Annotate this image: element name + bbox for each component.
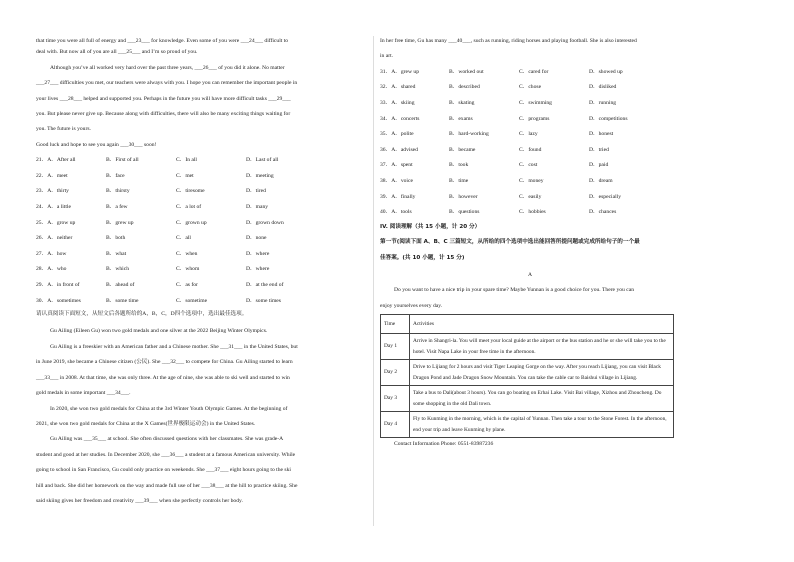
- option-row: [380, 190, 680, 206]
- table-cell-activities: Take a bus to Dali(about 3 hours). You can go boating on Erhai Lake. Visit Bai village, Xizhou and Zhoucheng. Do some shopping in the old Dali town.: [410, 386, 674, 412]
- passage-line: Although you’ve all worked very hard over the past three years, ___26___ of you did it alone. No matter: [50, 64, 285, 71]
- option-a[interactable]: 35．A．polite: [380, 131, 414, 138]
- section-instruction: 请认真阅读下面短文，从短文后各题所给的A，B，C，D四个选项中，选出最佳选项。: [36, 311, 248, 318]
- option-row: [36, 278, 368, 294]
- passage-line: Gu Ailing was ___35___ at school. She often discussed questions with her classmates. She was grade-A: [50, 436, 284, 443]
- option-c[interactable]: C．chose: [519, 84, 542, 91]
- passage-line: 2021, she won two gold medals for China at the X Games(世界极限运动会) in the United States.: [36, 421, 256, 428]
- option-b[interactable]: B．ahead of: [106, 282, 135, 288]
- option-a[interactable]: 29．A．in front of: [36, 282, 80, 288]
- option-d[interactable]: D．paid: [589, 162, 609, 169]
- table-cell-day: Day 1: [381, 334, 410, 360]
- option-row: [380, 65, 680, 81]
- option-d[interactable]: D．many: [246, 204, 269, 211]
- table-cell-day: Day 3: [381, 386, 410, 412]
- option-b[interactable]: B．time: [449, 177, 469, 184]
- option-row: [380, 112, 680, 128]
- closing-line: Good luck and hope to see you again ___30___ soon!: [36, 141, 157, 148]
- option-a[interactable]: 30．A．sometimes: [36, 297, 81, 304]
- option-b[interactable]: B．thirsty: [106, 188, 130, 195]
- section-description: 第一节(阅读下面 A、B、C 三篇短文，从所给的四个选项中选出能回答所提问题或完成所给句子的一个最: [380, 239, 640, 246]
- table-header-row: [381, 315, 674, 334]
- passage-line: you. The future is yours.: [36, 126, 91, 133]
- option-d[interactable]: D．none: [246, 235, 267, 242]
- option-c[interactable]: C．as for: [176, 282, 198, 288]
- option-a[interactable]: 39．A．finally: [380, 193, 416, 200]
- option-row: [36, 247, 368, 263]
- option-a[interactable]: 31．A．grew up: [380, 68, 419, 75]
- option-b[interactable]: B．which: [106, 266, 129, 273]
- table-row: [381, 386, 674, 412]
- options-list-21-30: [36, 153, 368, 309]
- option-b[interactable]: B．some time: [106, 297, 139, 304]
- option-b[interactable]: B．described: [449, 84, 480, 91]
- option-b[interactable]: B．questions: [449, 209, 480, 216]
- option-b[interactable]: B．First of all: [106, 157, 139, 164]
- table-row: [381, 360, 674, 386]
- option-c[interactable]: C．cost: [519, 162, 538, 169]
- option-row: [380, 174, 680, 190]
- option-c[interactable]: C．all: [176, 235, 191, 242]
- table-header-activities: Activities: [410, 315, 674, 334]
- option-c[interactable]: C．when: [176, 250, 198, 257]
- table-cell-day: Day 4: [381, 412, 410, 438]
- trip-schedule-table: [380, 314, 674, 438]
- option-a[interactable]: 32．A．shared: [380, 84, 416, 91]
- option-b[interactable]: B．however: [449, 193, 478, 200]
- passage-line: said skiing gives her freedom and creativity ___39___ when she perfectly controls her body.: [36, 498, 243, 505]
- contact-information: Contact Information Phone: 0551-83987236: [394, 441, 494, 448]
- option-c[interactable]: C．sometime: [176, 297, 208, 304]
- passage-line: in June 2019, she became a Chinese citizen (公民). She ___32___ to compete for China. Gu Ailing started to learn: [36, 359, 293, 366]
- passage-line: student and good at her studies. In December 2020, she ___36___ a student at a famous American university. While: [36, 451, 296, 458]
- option-c[interactable]: C．found: [519, 146, 542, 153]
- option-d[interactable]: D．especially: [589, 193, 621, 200]
- option-c[interactable]: C．cared for: [519, 68, 549, 75]
- passage-line: Gu Ailing is a freeskier with an American father and a Chinese mother. She ___31___ in the United States, but: [50, 344, 298, 350]
- option-b[interactable]: B．worked out: [449, 68, 484, 75]
- passage-line: hill and back. She did her homework on the way and made full use of her ___38___ at the hill to practice skiing. She: [36, 482, 298, 489]
- option-d[interactable]: D．running: [589, 100, 617, 106]
- option-a[interactable]: 27．A．how: [36, 250, 67, 257]
- passage-line: ___27___ difficulties you met, our teachers were always with you. I hope you can remember the important people in: [36, 80, 298, 87]
- option-d[interactable]: D．where: [246, 250, 270, 257]
- option-b[interactable]: B．exams: [449, 115, 473, 122]
- option-row: [380, 205, 680, 221]
- option-a[interactable]: 22．A．meet: [36, 172, 68, 179]
- option-a[interactable]: 40．A．tools: [380, 209, 412, 216]
- option-b[interactable]: B．grew up: [106, 219, 134, 226]
- option-row: [36, 200, 368, 216]
- passage-line: going to school in San Francisco, Gu could only practice on weekends. She ___37___ eight hours going to the ski: [36, 467, 291, 474]
- option-b[interactable]: B．face: [106, 172, 125, 179]
- option-row: [380, 80, 680, 96]
- table-header-time: Time: [381, 315, 410, 334]
- option-d[interactable]: D．disliked: [589, 84, 617, 91]
- passage-line: Gu Ailing (Eileen Gu) won two gold medals and one silver at the 2022 Beijing Winter Olympics.: [50, 327, 268, 334]
- passage-line: enjoy yourselves every day.: [380, 302, 443, 309]
- option-row: [380, 158, 680, 174]
- option-b[interactable]: B．hard-working: [449, 131, 489, 138]
- option-a[interactable]: 24．A．a little: [36, 204, 71, 211]
- option-c[interactable]: C．In all: [176, 157, 197, 164]
- passage-line: deal with. But now all of you are all ___25___ and I’m so proud of you.: [36, 49, 198, 56]
- option-row: [380, 96, 680, 112]
- option-a[interactable]: 25．A．grow up: [36, 219, 76, 226]
- option-a[interactable]: 23．A．thirty: [36, 188, 69, 195]
- option-d[interactable]: D．competitions: [589, 115, 628, 122]
- option-a[interactable]: 37．A．spent: [380, 162, 413, 169]
- option-a[interactable]: 38．A．voice: [380, 177, 413, 184]
- passage-letter: A: [527, 271, 533, 278]
- option-a[interactable]: 33．A．skiing: [380, 100, 415, 106]
- option-c[interactable]: C．programs: [519, 115, 550, 122]
- table-cell-day: Day 2: [381, 360, 410, 386]
- options-list-31-40: [380, 65, 680, 221]
- option-row: [36, 294, 368, 310]
- section-title: IV. 阅读理解（共 15 小题，计 20 分）: [380, 223, 481, 230]
- option-a[interactable]: 26．A．neither: [36, 235, 73, 242]
- option-row: [36, 184, 368, 200]
- passage-line: you. But please never give up. Because along with difficulties, there will also be many exciting things waiting for: [36, 111, 291, 118]
- right-column: [380, 36, 680, 451]
- option-b[interactable]: B．both: [106, 235, 126, 242]
- table-row: [381, 412, 674, 438]
- option-c[interactable]: C．hobbies: [519, 209, 546, 216]
- option-c[interactable]: C．met: [176, 172, 194, 179]
- table-cell-activities: Drive to Lijiang for 2 hours and visit Tiger Leaping Gorge on the way. After you reach Lijiang, you can visit Black Dragon Pond and Jade Dragon Snow Mountain. You can take the cable car to Baishui village in Lijiang.: [410, 360, 674, 386]
- table-cell-activities: Fly to Kunming in the morning, which is the capital of Yunnan. Then take a tour to the Stone Forest. In the afternoon, end your trip and leave Kunming by plane.: [410, 412, 674, 438]
- passage-line: your lives ___28___ helped and supported you. Perhaps in the future you will have more difficult tasks ___29___: [36, 95, 291, 102]
- passage-line: ___33___ in 2008. At that time, she was only three. At the age of nine, she was able to ski well and started to win: [36, 374, 290, 381]
- option-d[interactable]: D．chances: [589, 209, 617, 216]
- option-b[interactable]: B．what: [106, 250, 127, 257]
- option-d[interactable]: D．showed up: [589, 68, 623, 75]
- option-d[interactable]: D．where: [246, 266, 270, 273]
- option-d[interactable]: D．grown down: [246, 219, 284, 226]
- table-row: [381, 334, 674, 360]
- option-c[interactable]: C．whom: [176, 266, 200, 273]
- passage-line: In her free time, Gu has many ___40___, such as running, riding horses and playing football. She is also interested: [380, 38, 637, 44]
- option-row: [36, 169, 368, 185]
- option-c[interactable]: C．money: [519, 177, 544, 184]
- option-d[interactable]: D．tired: [246, 188, 266, 195]
- option-a[interactable]: 36．A．advised: [380, 146, 418, 153]
- option-d[interactable]: D．Last of all: [246, 157, 279, 164]
- option-a[interactable]: 28．A．who: [36, 266, 67, 273]
- table-cell-activities: Arrive in Shangri-la. You will meet your local guide at the airport or the bus station and he or she will take you to the hotel. Visit Napa Lake in your free time in the afternoon.: [410, 334, 674, 360]
- column-divider: [373, 36, 374, 526]
- option-d[interactable]: D．at the end of: [246, 282, 284, 288]
- option-d[interactable]: D．some times: [246, 297, 281, 304]
- passage-line: gold medals in some important ___34___.: [36, 390, 131, 397]
- passage-line: Do you want to have a nice trip in your spare time? Maybe Yunnan is a good choice for you. There you can: [394, 287, 634, 294]
- option-d[interactable]: D．meeting: [246, 172, 274, 179]
- option-b[interactable]: B．skating: [449, 100, 475, 106]
- option-c[interactable]: C．swimming: [519, 100, 552, 106]
- option-row: [36, 231, 368, 247]
- option-row: [36, 153, 368, 169]
- option-c[interactable]: C．easily: [519, 193, 542, 200]
- option-a[interactable]: 21．A．After all: [36, 157, 76, 164]
- option-row: [380, 143, 680, 159]
- passage-line: that time you were all full of energy and ___23___ for knowledge. Even some of you were ___24___ difficult to: [36, 38, 289, 44]
- option-b[interactable]: B．became: [449, 146, 476, 153]
- option-d[interactable]: D．dream: [589, 177, 613, 184]
- option-b[interactable]: B．took: [449, 162, 469, 169]
- passage-line: in art.: [380, 53, 394, 60]
- left-column: [36, 36, 368, 507]
- option-c[interactable]: C．lazy: [519, 131, 538, 138]
- option-c[interactable]: C．grown up: [176, 219, 207, 226]
- option-b[interactable]: B．a few: [106, 204, 128, 211]
- option-d[interactable]: D．tried: [589, 146, 609, 153]
- option-row: [380, 127, 680, 143]
- passage-line: In 2020, she won two gold medals for China at the 3rd Winter Youth Olympic Games. At the beginning of: [50, 405, 288, 412]
- option-a[interactable]: 34．A．concerts: [380, 115, 420, 122]
- option-d[interactable]: D．honest: [589, 131, 614, 138]
- option-c[interactable]: C．tiresome: [176, 188, 205, 195]
- option-row: [36, 262, 368, 278]
- option-c[interactable]: C．a lot of: [176, 204, 202, 211]
- option-row: [36, 216, 368, 232]
- section-description: 佳答案。(共 10 小题，计 15 分): [380, 254, 465, 261]
